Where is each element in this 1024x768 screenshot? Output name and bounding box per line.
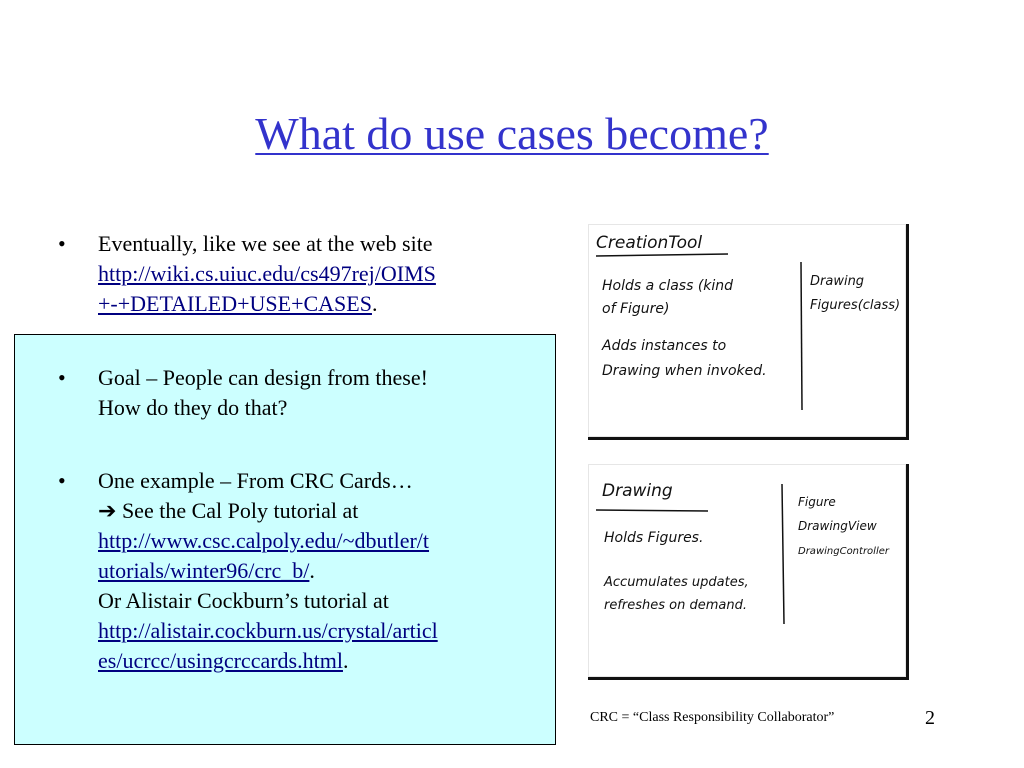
- calpoly-link-continued-line: [98, 556, 438, 586]
- card-divider: [801, 262, 802, 410]
- period: .: [371, 291, 378, 316]
- bullet-text-line: [98, 496, 438, 526]
- bullet-dot: •: [58, 468, 66, 493]
- card-class-name: CreationTool: [596, 233, 703, 253]
- bullet-body: [98, 466, 438, 676]
- bullet-text: How do they do that?: [98, 395, 288, 420]
- card-collaborator: Figures(class): [810, 298, 901, 313]
- page-number: 2: [925, 707, 935, 729]
- wiki-link[interactable]: http://wiki.cs.uiuc.edu/cs497rej/OIMS: [98, 261, 436, 286]
- bullet-text: Goal – People can design from these!: [98, 365, 428, 390]
- card-underline: [596, 254, 728, 256]
- bullet-crc-example: [58, 466, 538, 682]
- slide-title: [0, 106, 1024, 162]
- card-responsibility: of Figure): [602, 301, 670, 317]
- card-responsibility: Adds instances to: [602, 338, 727, 354]
- crc-card-drawing-art: [588, 464, 906, 677]
- card-responsibility: Drawing when invoked.: [602, 363, 767, 379]
- calpoly-link-continued[interactable]: utorials/winter96/crc_b/: [98, 558, 310, 583]
- period: .: [309, 558, 315, 583]
- card-responsibility: Holds a class (kind: [602, 278, 734, 294]
- card-divider: [782, 484, 784, 624]
- card-underline: [596, 510, 708, 511]
- bullet-dot: •: [58, 231, 66, 256]
- wiki-link-continued[interactable]: +-+DETAILED+USE+CASES: [98, 291, 372, 316]
- calpoly-link[interactable]: http://www.csc.calpoly.edu/~dbutler/t: [98, 528, 430, 553]
- card-responsibility: Holds Figures.: [604, 530, 704, 546]
- cockburn-link-continued-line: [98, 646, 438, 676]
- period: .: [342, 648, 349, 673]
- card-class-name: Drawing: [602, 481, 673, 501]
- crc-card-drawing: [588, 224, 906, 437]
- card-responsibility: refreshes on demand.: [604, 598, 748, 613]
- bullet-dot: •: [58, 365, 66, 390]
- card-collaborator: DrawingController: [798, 546, 889, 557]
- crc-card-drawing: [588, 464, 909, 680]
- bullet-body: [98, 229, 436, 319]
- slide-title-text: What do use cases become?: [255, 108, 769, 159]
- bullet-web-site: [58, 229, 538, 321]
- wiki-link-continued-line: [98, 289, 436, 319]
- crc-caption: CRC = “Class Responsibility Collaborator”: [590, 710, 835, 725]
- cockburn-link-continued[interactable]: es/ucrcc/usingcrccards.html: [98, 648, 343, 673]
- crc-card-creationtool: [588, 224, 909, 440]
- bullet-text: See the Cal Poly tutorial at: [116, 498, 359, 523]
- bullet-text: Eventually, like we see at the web site: [98, 231, 433, 256]
- cockburn-link[interactable]: http://alistair.cockburn.us/crystal/articl: [98, 618, 438, 643]
- card-collaborator: Figure: [798, 495, 836, 509]
- bullet-text: Or Alistair Cockburn’s tutorial at: [98, 588, 389, 613]
- arrow-icon: ➔: [98, 498, 117, 523]
- bullet-body: [98, 363, 428, 423]
- card-collaborator: Drawing: [810, 274, 865, 289]
- card-collaborator: DrawingView: [798, 519, 877, 533]
- bullet-goal: [58, 363, 538, 425]
- bullet-text: One example – From CRC Cards…: [98, 468, 413, 493]
- card-responsibility: Accumulates updates,: [604, 575, 749, 590]
